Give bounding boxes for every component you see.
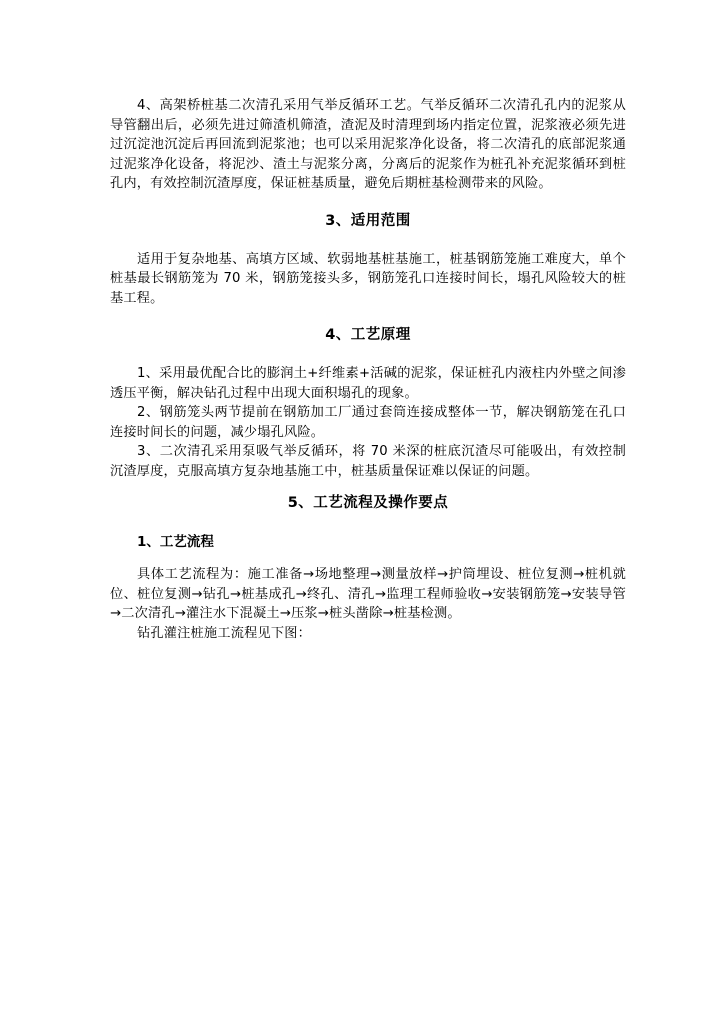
section-4-paragraph-3: 3、二次清孔采用泵吸气举反循环，将 70 米深的桩底沉渣尽可能吸出，有效控制沉渣厚度，克服高填方复杂地基施工中，桩基质量保证难以保证的问题。 xyxy=(110,444,626,479)
process-flow-paragraph: 具体工艺流程为：施工准备→场地整理→测量放样→护筒埋设、桩位复测→桩机就位、桩位复测→钻孔→桩基成孔→终孔、清孔→监理工程师验收→安装钢筋笼→安装导管→二次清孔→灌注水下混凝土→压浆→桩头凿除→桩基检测。 xyxy=(110,567,626,621)
section-5-title: 5、工艺流程及操作要点 xyxy=(287,495,449,511)
subsection-1-title: 1、工艺流程 xyxy=(137,534,214,550)
section-4-paragraph-1: 1、采用最优配合比的膨润土+纤维素+活碱的泥浆，保证桩孔内液柱内外壁之间渗透压平衡，解决钻孔过程中出现大面积塌孔的现象。 xyxy=(110,366,626,401)
section-4-title: 4、工艺原理 xyxy=(325,327,411,343)
intro-paragraph: 4、高架桥桩基二次清孔采用气举反循环工艺。气举反循环二次清孔孔内的泥浆从导管翻出后，必须先进过筛渣机筛渣，渣泥及时清理到场内指定位置，泥浆液必须先进过沉淀池沉淀后再回流到泥浆池；也可以采用泥浆净化设备，将二次清孔的底部泥浆通过泥浆净化设备，将泥沙、渣土与泥浆分离，分离后的泥浆作为桩孔补充泥浆循环到桩孔内，有效控制沉渣厚度，保证桩基质量，避免后期桩基检测带来的风险。 xyxy=(110,98,626,191)
section-4-paragraph-2: 2、钢筋笼头两节提前在钢筋加工厂通过套筒连接成整体一节，解决钢筋笼在孔口连接时间长的问题，减少塌孔风险。 xyxy=(110,405,626,440)
section-3-title: 3、适用范围 xyxy=(325,212,411,229)
document-body xyxy=(110,96,626,643)
section-3-paragraph: 适用于复杂地基、高填方区域、软弱地基桩基施工，桩基钢筋笼施工难度大，单个桩基最长钢筋笼为 70 米，钢筋笼接头多，钢筋笼孔口连接时间长，塌孔风险较大的桩基工程。 xyxy=(110,251,626,306)
flowchart-reference-paragraph: 钻孔灌注桩施工流程见下图： xyxy=(137,625,312,641)
